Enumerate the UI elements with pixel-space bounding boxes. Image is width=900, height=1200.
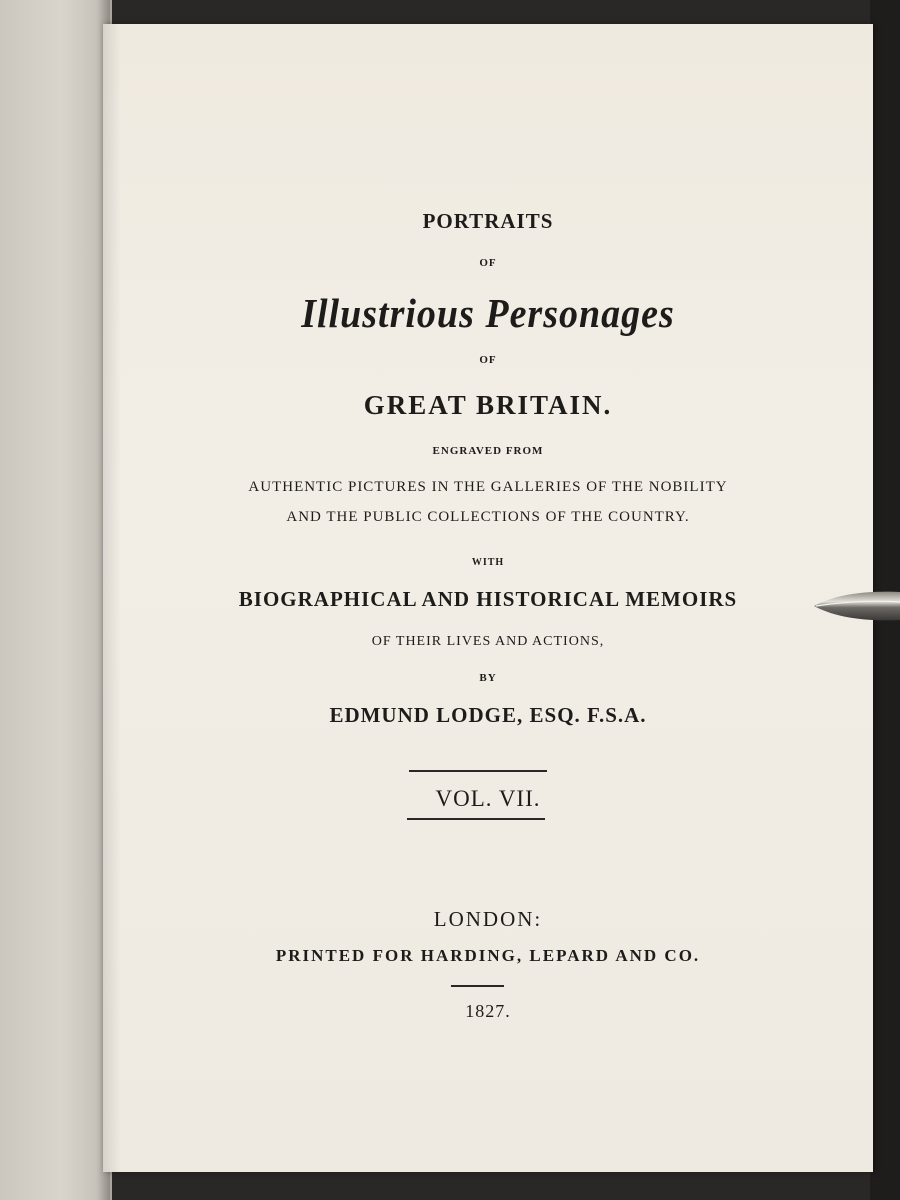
subtitle-lives-actions: OF THEIR LIVES AND ACTIONS, bbox=[371, 634, 605, 649]
title-illustrious-personages: Illustrious Personages bbox=[301, 291, 675, 337]
author-name: EDMUND LODGE, ESQ. F.S.A. bbox=[329, 703, 647, 727]
subtitle-by: BY bbox=[479, 672, 497, 684]
subtitle-authentic-pictures: AUTHENTIC PICTURES IN THE GALLERIES OF THE NOBILITY bbox=[248, 479, 728, 495]
volume-number: VOL. VII. bbox=[435, 786, 541, 811]
subtitle-memoirs: BIOGRAPHICAL AND HISTORICAL MEMOIRS bbox=[238, 587, 738, 611]
volume-rule-top bbox=[409, 770, 547, 772]
subtitle-public-collections: AND THE PUBLIC COLLECTIONS OF THE COUNTRY. bbox=[286, 509, 690, 525]
imprint-printer: PRINTED FOR HARDING, LEPARD AND CO. bbox=[275, 946, 701, 965]
title-page bbox=[103, 24, 873, 1172]
subtitle-with: WITH bbox=[471, 557, 505, 568]
title-great-britain: GREAT BRITAIN. bbox=[363, 390, 613, 420]
imprint-rule bbox=[451, 985, 504, 987]
subtitle-engraved-from: ENGRAVED FROM bbox=[432, 445, 544, 457]
metal-bookmark bbox=[812, 588, 900, 624]
title-of-2: OF bbox=[479, 354, 497, 366]
title-portraits: PORTRAITS bbox=[422, 209, 554, 233]
imprint-year: 1827. bbox=[465, 1001, 511, 1021]
volume-rule-bottom bbox=[407, 818, 545, 820]
imprint-place: LONDON: bbox=[433, 907, 543, 931]
title-of-1: OF bbox=[479, 257, 497, 269]
